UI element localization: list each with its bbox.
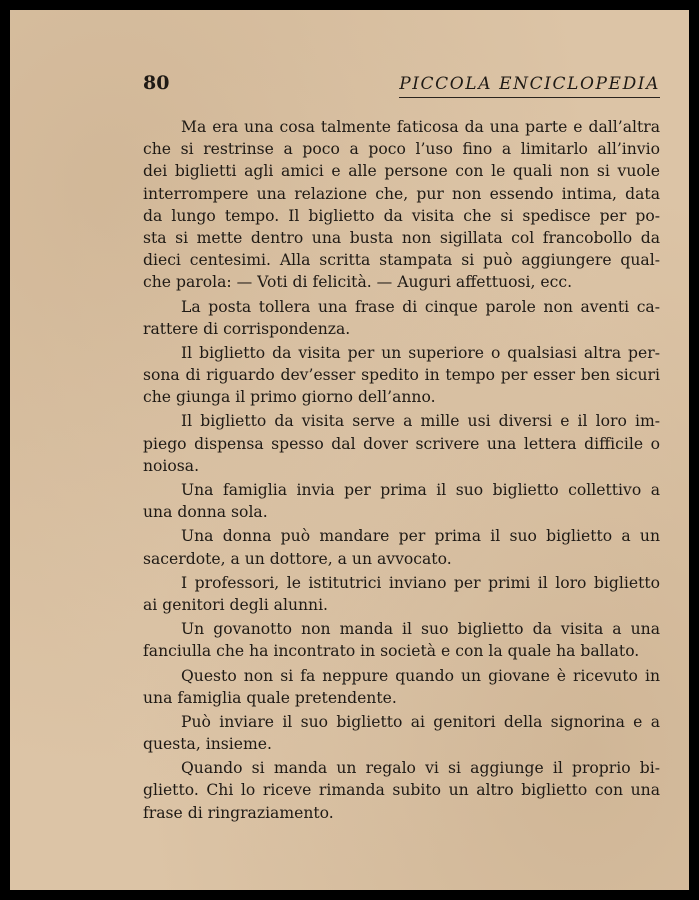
text-line: Una famiglia invia per prima il suo biglietto collettivo a [181,481,660,499]
text-line: frase di ringraziamento. [143,803,334,822]
running-title: PICCOLA ENCICLOPEDIA [399,74,660,98]
text-line: Quando si manda un regalo vi si aggiunge il proprio bi- [181,759,660,778]
paragraph [143,665,660,709]
body-text [143,116,660,824]
text-line: Può inviare il suo biglietto ai genitori della signorina e a [181,712,660,731]
paragraph [143,618,660,662]
text-line: Un govanotto non manda il suo biglietto da visita a una [181,620,660,639]
paragraph [143,116,660,294]
text-line: dei biglietti agli amici e alle persone con le quali non si vuole [143,162,660,181]
text-line: rattere di corrispondenza. [143,319,351,338]
text-line: sta si mette dentro una busta non sigillata col francobollo da [143,228,660,247]
text-line: che si restrinse a poco a poco l’uso fino a limitarlo all’invio [143,140,660,159]
text-line: una donna sola. [143,503,268,522]
text-line: fanciulla che ha incontrato in società e con la quale ha ballato. [143,642,640,661]
book-page [10,10,689,890]
text-line: La posta tollera una frase di cinque parole non aventi ca- [181,297,660,316]
paragraph [143,479,660,523]
text-line: Il biglietto da visita serve a mille usi diversi e il loro im- [181,412,660,431]
text-line: che parola: — Voti di felicità. — Auguri affettuosi, ecc. [143,273,573,292]
text-line: Ma era una cosa talmente faticosa da una parte e dall’altra [181,118,660,136]
text-line: una famiglia quale pretendente. [143,688,397,707]
text-line: che giunga il primo giorno dell’anno. [143,388,436,407]
text-line: questa, insieme. [143,735,272,754]
paragraph [143,711,660,755]
text-line: noiosa. [143,456,200,475]
page-number: 80 [143,72,170,94]
text-line: sacerdote, a un dottore, a un avvocato. [143,549,452,568]
text-line: ai genitori degli alunni. [143,595,329,614]
paragraph [143,410,660,477]
paragraph [143,296,660,340]
text-line: dieci centesimi. Alla scritta stampata si può aggiungere qual- [143,251,660,270]
page-header [143,68,660,100]
text-line: interrompere una relazione che, pur non essendo intima, data [143,184,660,203]
text-line: glietto. Chi lo riceve rimanda subito un altro biglietto con una [143,781,660,800]
text-line: Il biglietto da visita per un superiore o qualsiasi altra per- [181,343,660,362]
paragraph [143,342,660,409]
text-line: Questo non si fa neppure quando un giovane è ricevuto in [181,666,660,685]
paragraph [143,572,660,616]
paragraph [143,525,660,569]
text-line: piego dispensa spesso dal dover scrivere una lettera difficile o [143,434,660,453]
text-line: da lungo tempo. Il biglietto da visita che si spedisce per po- [143,206,660,225]
paragraph [143,757,660,824]
text-line: I professori, le istitutrici inviano per primi il loro biglietto [181,573,660,592]
text-line: sona di riguardo dev’esser spedito in tempo per esser ben sicuri [143,366,660,385]
text-line: Una donna può mandare per prima il suo biglietto a un [181,527,660,546]
